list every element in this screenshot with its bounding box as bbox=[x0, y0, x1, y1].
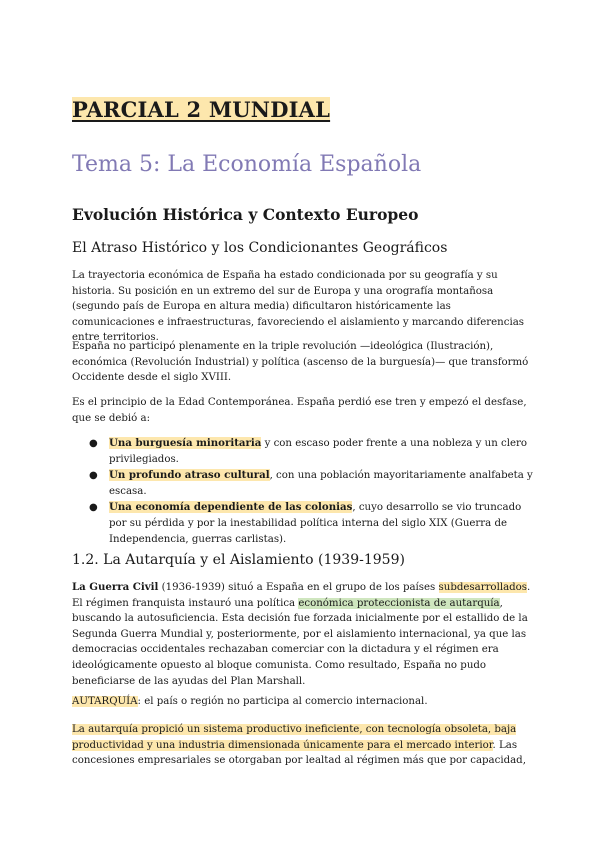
bullet-icon: ● bbox=[89, 438, 98, 449]
paragraph-desfase: Es el principio de la Edad Contemporánea. España perdió ese tren y empezó el desfase, que se debió a: bbox=[72, 397, 527, 424]
paragraph-triple-revolucion: España no participó plenamente en la triple revolución —ideológica (Ilustración), económica (Revolución Industrial) y política (ascenso de la burguesía)— que transformó Occidente desde el siglo XVIII. bbox=[72, 341, 529, 384]
text-span: . El régimen franquista instauró una política bbox=[72, 582, 531, 609]
paragraph-autarquia-efectos bbox=[72, 722, 534, 769]
list-item-bold: Un profundo atraso cultural bbox=[109, 469, 270, 482]
list-item bbox=[72, 500, 534, 547]
list-item-text: , con una población mayoritariamente analfabeta y escasa. bbox=[109, 470, 533, 497]
text-span: (1936-1939) situó a España en el grupo de los países bbox=[158, 582, 439, 593]
bullet-icon: ● bbox=[89, 502, 98, 514]
bullet-icon: ● bbox=[89, 470, 98, 482]
list-item bbox=[72, 436, 534, 467]
highlight-proteccionista: económica proteccionista de autarquía bbox=[298, 597, 500, 609]
subsection-title: El Atraso Histórico y los Condicionantes Geográficos bbox=[72, 240, 448, 256]
list-item-text: y con escaso poder frente a una nobleza y un clero privilegiados. bbox=[109, 438, 528, 465]
list-item-text: , cuyo desarrollo se vio truncado por su pérdida y por la inestabilidad política interna del siglo XIX (Guerra de Independencia, guerras carlistas). bbox=[109, 502, 522, 545]
list-item bbox=[72, 468, 534, 499]
causes-list bbox=[72, 436, 534, 548]
paragraph-geografia: La trayectoria económica de España ha estado condicionada por su geografía y su historia. Su posición en un extremo del sur de Europa y una orografía montañosa (segundo país de Europa en altura media) dificultaron históricamente las comunicaciones e infraestructuras, favoreciendo el aislamiento y marcando diferencias entre territorios. bbox=[72, 270, 525, 344]
main-title bbox=[72, 98, 330, 122]
list-item-bold: Una burguesía minoritaria bbox=[109, 437, 262, 449]
section-title: Evolución Histórica y Contexto Europeo bbox=[72, 205, 419, 224]
list-item-bold: Una economía dependiente de las colonias bbox=[109, 501, 353, 514]
definition-autarquia bbox=[72, 694, 534, 710]
paragraph-guerra-civil bbox=[72, 580, 534, 689]
section-title-autarquia: 1.2. La Autarquía y el Aislamiento (1939-1959) bbox=[72, 552, 405, 568]
text-span: , buscando la autosuficiencia. Esta decisión fue forzada inicialmente por el estallido de la Segunda Guerra Mundial y, posteriormente, por el aislamiento internacional, ya que las democracias occidentales rechazaban comerciar con la dictadura y el régimen era ideológicamente opuesto al bloque comunista. Como resultado, España no pudo beneficiarse de las ayudas del Plan Marshall. bbox=[72, 597, 528, 687]
text-span: . Las concesiones empresariales se otorgaban por lealtad al régimen más que por capacidad, bbox=[72, 739, 526, 767]
term-guerra-civil: La Guerra Civil bbox=[72, 581, 159, 593]
main-title-text: PARCIAL 2 MUNDIAL bbox=[72, 97, 331, 122]
highlight-subdesarrollados: subdesarrollados bbox=[438, 582, 528, 593]
highlight-sistema-ineficiente: La autarquía propició un sistema productivo ineficiente, con tecnología obsoleta, baja productividad y una industria dimensionada únicamente para el mercado interior bbox=[72, 724, 517, 751]
tema-title: Tema 5: La Economía Española bbox=[72, 152, 422, 177]
definition-text: : el país o región no participa al comercio internacional. bbox=[137, 696, 428, 707]
definition-term: AUTARQUÍA bbox=[72, 696, 138, 707]
